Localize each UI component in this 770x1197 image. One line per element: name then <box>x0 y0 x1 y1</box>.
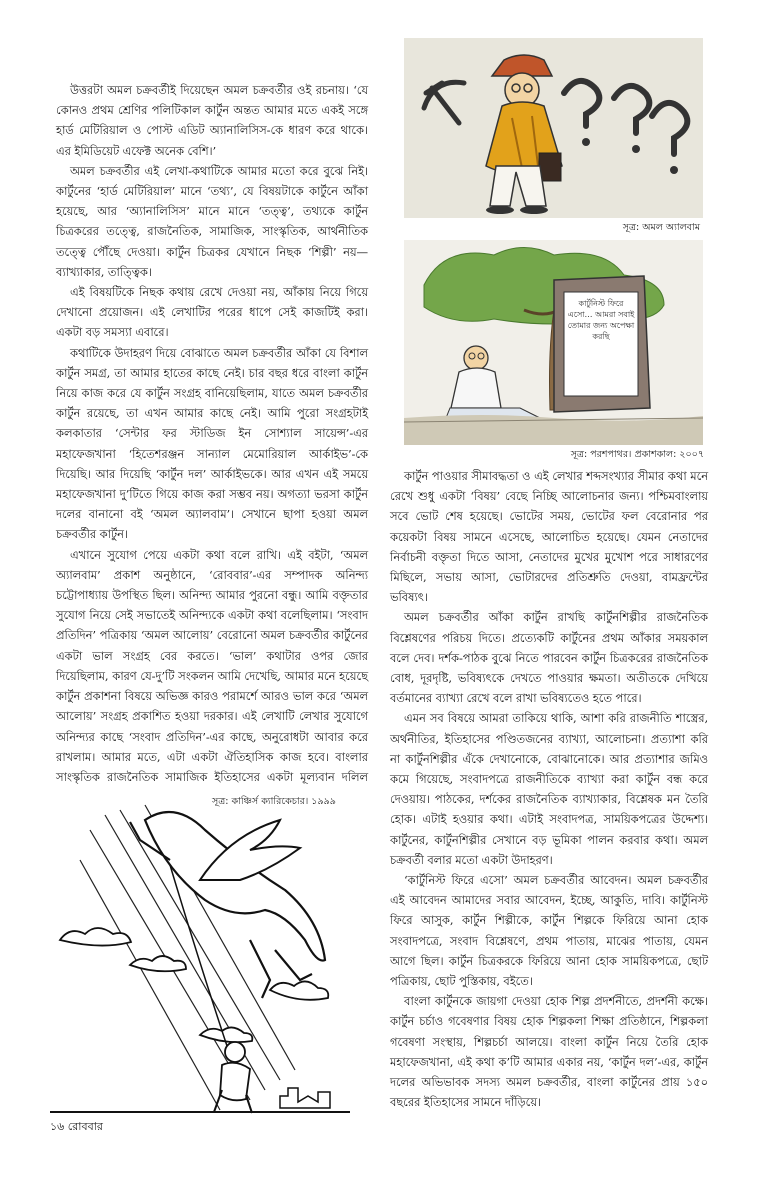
page-folio: ১৬ রোববার <box>50 1120 103 1133</box>
paragraph: অমল চক্রবর্তীর আঁকা কার্টুন রাখছি কার্টুনশিল্পীর রাজনৈতিক বিশ্লেষণের পরিচয় দিতে। প্রত্যেকটি কার্টুনের প্রথম আঁকার সময়কাল বলে দেব। দর্শক-পাঠক বুঝে নিতে পারবেন কার্টুন চিত্রকরের রাজনৈতিক বোধ, দূরদৃষ্টি, ভবিষ্যৎকে দেখতে পাওয়ার ক্ষমতা। অতীতকে দেখিয়ে বর্তমানের ব্যাখ্যা রেখে বলে রাখা ভবিষ্যতেও হতে পারে। <box>390 610 708 706</box>
signboard-text: কার্টুনিস্ট ফিরে এসো… আমরা সবাই তোমার জন্য অপেক্ষা করছি <box>567 299 635 341</box>
paragraph: কথাটিকে উদাহরণ দিয়ে বোঝাতে অমল চক্রবর্তীর আঁকা যে বিশাল কার্টুন সমগ্র, তা আমার হাতের কাছে নেই। চার বছর ধরে বাংলা কার্টুন নিয়ে কাজ করে যে কার্টুন সংগ্রহ বানিয়েছিলাম, যাতে অমল চক্রবর্তীর কার্টুন রয়েছে, তা এখন আমার কাছে নেই। আমি পুরো সংগ্রহটাই কলকাতার ‘সেন্টার ফর স্টাডিজ ইন সোশ্যাল সায়েন্স’-এর মহাফেজখানা ‘হিতেশরঞ্জন সান্যাল মেমোরিয়াল আর্কাইভ’-কে দিয়েছি। আর দিয়েছি ‘কার্টুন দল’ আর্কাইভকে। আর এখন এই সময়ে মহাফেজখানা দু’টিতে গিয়ে কাজ করা সম্ভব নয়। অগত্যা ভরসা কার্টুন দলের বানানো বই ‘অমল অ্যালবাম’। সেখানে ছাপা হওয়া অমল চক্রবর্তীর কার্টুন। <box>56 345 368 542</box>
cartoon-illustration <box>50 790 350 1120</box>
paragraph: ‘কার্টুনিস্ট ফিরে এসো’ অমল চক্রবর্তীর আবেদন। অমল চক্রবর্তীর এই আবেদন আমাদের সবার আবেদন, ইচ্ছে, আকুতি, দাবি। কার্টুনিস্ট ফিরে আসুক, কার্টুন শিল্পীকে, কার্টুন শিল্পকে ফিরিয়ে আনা হোক সংবাদপত্রে, সংবাদ বিশ্লেষণে, প্রথম পাতায়, মাঝের পাতায়, যেমন আগে ছিল। কার্টুন চিত্রকরকে ফিরিয়ে আনা হোক সাময়িকপত্রে, ছোট পত্রিকায়, ছোট পুস্তিকায়, বইতে। <box>390 873 708 989</box>
figure-credit: সূত্র: অমল অ্যালবাম <box>622 222 700 233</box>
cartoon-figure-signboard <box>404 240 703 445</box>
figure-credit: সূত্র: কাঞ্চির্স ক্যারিকেচার। ১৯৯৯ <box>212 796 336 807</box>
cartoon-illustration <box>404 38 703 218</box>
article-column-right <box>390 466 708 1113</box>
cartoon-figure-question-marks <box>404 38 703 218</box>
cartoon-illustration <box>404 240 703 445</box>
paragraph: বাংলা কার্টুনকে জায়গা দেওয়া হোক শিল্প প্রদর্শনীতে, প্রদর্শনী কক্ষে। কার্টুন চর্চাও গবেষণার বিষয় হোক শিল্পকলা শিক্ষা প্রতিষ্ঠানে, শিল্পকলা গবেষণা সংস্থায়, শিল্পচর্চা আলয়ে। বাংলা কার্টুন নিয়ে তৈরি হোক মহাফেজখানা, এই কথা ক’টি আমার একার নয়, ‘কার্টুন দল’-এর, কার্টুন দলের অভিভাবক সদস্য অমল চক্রবর্তীর, বাংলা কার্টুনের প্রায় ১৫০ বছরের ইতিহাসের সামনে দাঁড়িয়ে। <box>390 994 708 1110</box>
paragraph: কার্টুন পাওয়ার সীমাবদ্ধতা ও এই লেখার শব্দসংখ্যার সীমার কথা মনে রেখে শুধু একটা ‘বিষয়’ বেছে নিচ্ছি আলোচনার জন্য। পশ্চিমবাংলায় সবে ভোট শেষ হয়েছে। ভোটের সময়, ভোটের ফল বেরোনার পর কয়েকটা বিষয় সামনে এসেছে, আলোচিত হয়েছে। যেমন নেতাদের নির্বাচনী বক্তৃতা দিতে আসা, নেতাদের মুখের মুখোশ পরে সাধারণের মিছিলে, সভায় আসা, ভোটারদের প্রতিশ্রুতি দেওয়া, বামফ্রন্টের ভবিষ্যৎ। <box>390 469 708 605</box>
paragraph: উত্তরটা অমল চক্রবর্তীই দিয়েছেন অমল চক্রবর্তীর ওই রচনায়। ‘যে কোনও প্রথম শ্রেণির পলিটিকাল কার্টুন অন্তত আমার মতে একই সঙ্গে হার্ড মেটিরিয়াল ও পোস্ট এডিট অ্যানালিসিস-কে ধারণ করে থাকে। এর ইমিডিয়েট এফেক্ট অনেক বেশি।’ <box>56 83 368 158</box>
cartoon-figure-winged-horse <box>50 790 350 1120</box>
paragraph: এখানে সুযোগ পেয়ে একটা কথা বলে রাখি। এই বইটা, ‘অমল অ্যালবাম’ প্রকাশ অনুষ্ঠানে, ‘রোববার’-এর সম্পাদক অনিন্দ্য চট্টোপাধ্যায় উপস্থিত ছিল। অনিন্দ্য আমার পুরনো বন্ধু। আমি বক্তৃতার সুযোগ নিয়ে সেই সভাতেই অনিন্দ্যকে একটা কথা বলেছিলাম। ‘সংবাদ প্রতিদিন’ পত্রিকায় ‘অমল আলোয়’ বেরোনো অমল চক্রবর্তীর কার্টুনের একটা ভাল সংগ্রহ বের করতে। ‘ভাল’ কথাটার ওপর জোর দিয়েছিলাম, কারণ যে-দু’টি সংকলন আমি দেখেছি, আমার মনে হয়েছে কার্টুন প্রকাশনা বিষয়ে অভিজ্ঞ কারও পরামর্শে আরও ভাল করে ‘অমল আলোয়’ সংগ্রহ প্রকাশিত হওয়া দরকার। এই লেখাটি লেখার সুযোগে অনিন্দ্যর কাছে ‘সংবাদ প্রতিদিন’-এর কাছে, অনুরোধটা আবার করে রাখলাম। আমার মতে, এটা একটা ঐতিহাসিক কাজ হবে। বাংলার সাংস্কৃতিক রাজনৈতিক সামাজিক ইতিহাসের একটা মূল্যবান দলিল <box>56 547 368 784</box>
article-column-left <box>56 80 368 828</box>
paragraph: এমন সব বিষয়ে আমরা তাকিয়ে থাকি, আশা করি রাজনীতি শাস্ত্রের, অর্থনীতির, ইতিহাসের পণ্ডিতজনের ব্যাখ্যা, আলোচনা। প্রত্যাশা করি না কার্টুনশিল্পীর এঁকে দেখানোকে, বোঝানোকে। আর প্রত্যাশার জমিও কমে গিয়েছে, সংবাদপত্রে রাজনীতিকে ব্যাখ্যা করা কার্টুন বন্ধ করে দেওয়ায়। পাঠকের, দর্শকের রাজনৈতিক ব্যাখ্যাকার, বিশ্লেষক মন তৈরি হোক। এটাই হওয়ার কথা। এটাই সংবাদপত্র, সাময়িকপত্রের উদ্দেশ্য। কার্টুনের, কার্টুনশিল্পীর সেখানে বড় ভূমিকা পালন করবার কথা। অমল চক্রবর্তী বলার মতো একটা উদাহরণ। <box>390 711 708 867</box>
figure-credit: সূত্র: পরশপাথর। প্রকাশকাল: ২০০৭ <box>570 449 704 460</box>
paragraph: এই বিষয়টিকে নিছক কথায় রেখে দেওয়া নয়, আঁকায় নিয়ে গিয়ে দেখানো প্রয়োজন। এই লেখাটির পরের ধাপে সেই কাজটিই করা। একটা বড় সমস্যা এবারে। <box>56 285 368 340</box>
paragraph: অমল চক্রবর্তীর এই লেখা-কথাটিকে আমার মতো করে বুঝে নিই। কার্টুনের ‘হার্ড মেটিরিয়াল’ মানে ‘তথ্য’, যে বিষয়টাকে কার্টুনে আঁকা হয়েছে, আর ‘অ্যানালিসিস’ মানে মানে ‘তত্ত্ব’, তথ্যকে কার্টুন চিত্রকরের তত্ত্বে, রাজনৈতিক, সামাজিক, সাংস্কৃতিক, আর্থনীতিক তত্ত্বে পৌঁছে দেওয়া। কার্টুন চিত্রকর যেখানে নিছক ‘শিল্পী’ নয়— ব্যাখ্যাকার, তাত্ত্বিক। <box>56 163 368 279</box>
